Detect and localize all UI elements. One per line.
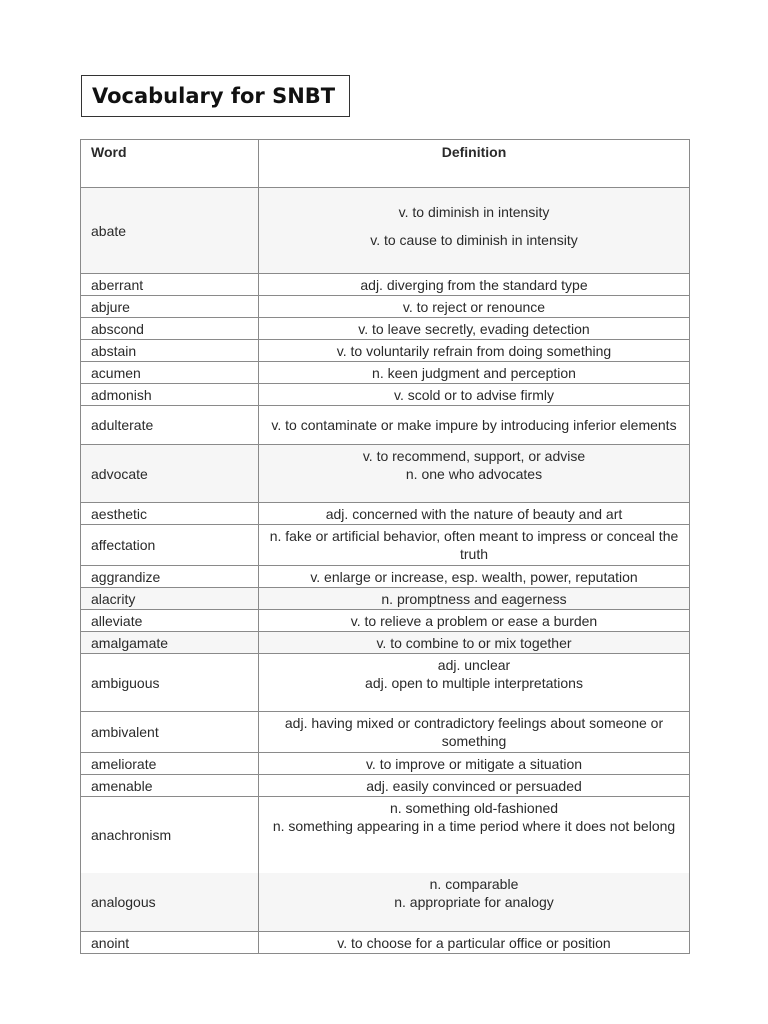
word-cell: ameliorate [81,753,259,775]
table-row [81,274,690,296]
definition-cell: n. promptness and eagerness [259,588,690,610]
word-cell: admonish [81,384,259,406]
definition-cell: v. to voluntarily refrain from doing something [259,340,690,362]
definition-cell: v. to reject or renounce [259,296,690,318]
table-row [81,384,690,406]
column-header-word: Word [81,140,259,188]
table-header-row [81,140,690,188]
table-row [81,188,690,274]
definition-line: n. one who advocates [405,466,543,482]
definition-line: v. to cause to diminish in intensity [370,231,578,248]
table-row [81,406,690,445]
word-cell: ambiguous [81,654,259,712]
definition-cell: v. to combine to or mix together [259,632,690,654]
word-cell: adulterate [81,406,259,445]
definition-line: n. something appearing in a time period where it does not belong [272,818,676,834]
word-cell: acumen [81,362,259,384]
column-header-definition: Definition [259,140,690,188]
table-row [81,632,690,654]
definition-cell: adj. easily convinced or persuaded [259,775,690,797]
definition-cell: v. to leave secretly, evading detection [259,318,690,340]
page-title: Vocabulary for SNBT [81,75,350,117]
word-cell: alleviate [81,610,259,632]
definition-cell: adj. diverging from the standard type [259,274,690,296]
table-row [81,525,690,566]
table-row [81,445,690,503]
table-row [81,588,690,610]
word-cell: abscond [81,318,259,340]
definition-cell: adj. concerned with the nature of beauty and art [259,503,690,525]
word-cell: aberrant [81,274,259,296]
definition-cell: v. to improve or mitigate a situation [259,753,690,775]
word-cell: abstain [81,340,259,362]
table-row [81,932,690,954]
word-cell: affectation [81,525,259,566]
word-cell: aesthetic [81,503,259,525]
word-cell: abjure [81,296,259,318]
vocabulary-table [80,139,690,954]
table-row [81,775,690,797]
definition-cell: v. scold or to advise firmly [259,384,690,406]
word-line: analogous [81,873,258,931]
table-row [81,712,690,753]
word-cell: abate [81,188,259,274]
word-cell: aggrandize [81,566,259,588]
definition-line: v. to diminish in intensity [398,203,550,220]
definition-cell: v. to contaminate or make impure by introducing inferior elements [259,406,690,445]
word-cell [81,797,259,932]
definition-line: v. to recommend, support, or advise [362,448,586,464]
table-row [81,340,690,362]
definition-cell: n. keen judgment and perception [259,362,690,384]
definition-line: n. comparable [429,876,519,892]
definition-line: adj. unclear [437,657,511,673]
table-row [81,753,690,775]
definition-cell [259,445,690,503]
definition-cell: adj. having mixed or contradictory feelings about someone or something [259,712,690,753]
definition-line: n. appropriate for analogy [394,894,554,910]
word-cell: anoint [81,932,259,954]
table-row [81,797,690,932]
definition-cell: v. enlarge or increase, esp. wealth, power, reputation [259,566,690,588]
table-row [81,362,690,384]
definition-cell: v. to relieve a problem or ease a burden [259,610,690,632]
table-row [81,296,690,318]
definition-cell [259,188,690,274]
word-cell: alacrity [81,588,259,610]
definition-line: adj. open to multiple interpretations [365,675,583,691]
definition-cell [259,654,690,712]
table-row [81,610,690,632]
table-row [81,503,690,525]
word-cell: amalgamate [81,632,259,654]
word-cell: ambivalent [81,712,259,753]
definition-cell: n. fake or artificial behavior, often meant to impress or conceal the truth [259,525,690,566]
table-row [81,654,690,712]
word-cell: advocate [81,445,259,503]
word-line: anachronism [91,827,172,843]
definition-cell: v. to choose for a particular office or position [259,932,690,954]
table-row [81,566,690,588]
definition-cell [259,797,690,932]
word-cell: amenable [81,775,259,797]
table-row [81,318,690,340]
definition-line: n. something old-fashioned [389,800,559,816]
